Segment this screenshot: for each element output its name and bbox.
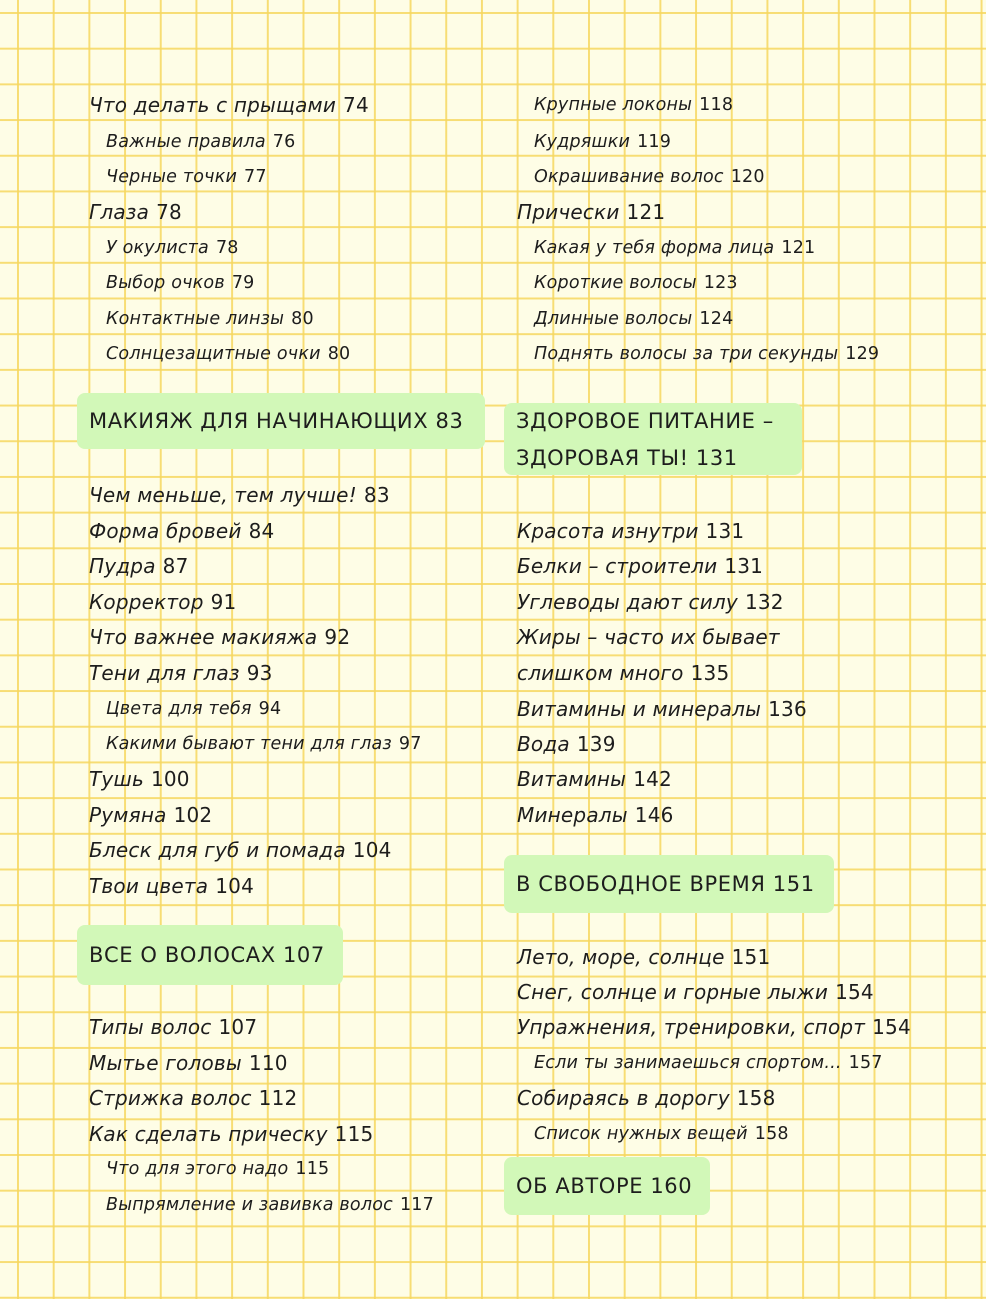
toc-subentry[interactable]: Какая у тебя форма лица 121 xyxy=(534,238,816,258)
toc-subentry[interactable]: Крупные локоны 118 xyxy=(534,95,734,115)
section-header-text: В СВОБОДНОЕ ВРЕМЯ 151 xyxy=(516,872,815,896)
toc-subentry[interactable]: Цвета для тебя 94 xyxy=(106,699,282,719)
toc-entry[interactable]: Блеск для губ и помада 104 xyxy=(89,838,392,862)
toc-subentry[interactable]: Контактные линзы 80 xyxy=(106,309,314,329)
toc-subentry[interactable]: Важные правила 76 xyxy=(106,132,296,152)
toc-subentry[interactable]: Кудряшки 119 xyxy=(534,132,672,152)
toc-entry[interactable]: Чем меньше, тем лучше! 83 xyxy=(89,483,390,507)
toc-subentry[interactable]: Выбор очков 79 xyxy=(106,273,255,293)
toc-entry[interactable]: Тени для глаз 93 xyxy=(89,661,273,685)
toc-entry[interactable]: Упражнения, тренировки, спорт 154 xyxy=(517,1015,911,1039)
section-header-text: МАКИЯЖ ДЛЯ НАЧИНАЮЩИХ 83 xyxy=(89,409,464,433)
toc-entry[interactable]: Прически 121 xyxy=(517,200,666,224)
toc-entry[interactable]: Типы волос 107 xyxy=(89,1015,258,1039)
toc-entry[interactable]: Собираясь в дорогу 158 xyxy=(517,1086,776,1110)
toc-subentry[interactable]: Что для этого надо 115 xyxy=(106,1159,330,1179)
toc-entry[interactable]: Белки – строители 131 xyxy=(517,554,764,578)
toc-entry[interactable]: Углеводы дают силу 132 xyxy=(517,590,784,614)
section-header-hair[interactable] xyxy=(77,925,343,985)
toc-entry[interactable]: Витамины и минералы 136 xyxy=(517,697,807,721)
toc-entry[interactable]: Минералы 146 xyxy=(517,803,674,827)
toc-entry[interactable]: Тушь 100 xyxy=(89,767,190,791)
toc-subentry[interactable]: Если ты занимаешься спортом... 157 xyxy=(534,1053,883,1073)
section-header-text: ОБ АВТОРЕ 160 xyxy=(516,1174,693,1198)
toc-subentry[interactable]: Окрашивание волос 120 xyxy=(534,167,765,187)
toc-entry[interactable]: Румяна 102 xyxy=(89,803,213,827)
toc-subentry[interactable]: Солнцезащитные очки 80 xyxy=(106,344,351,364)
toc-entry[interactable]: Твои цвета 104 xyxy=(89,874,254,898)
toc-entry[interactable]: Форма бровей 84 xyxy=(89,519,275,543)
toc-entry[interactable]: Стрижка волос 112 xyxy=(89,1086,298,1110)
toc-subentry[interactable]: Выпрямление и завивка волос 117 xyxy=(106,1195,434,1215)
toc-entry[interactable]: Глаза 78 xyxy=(89,200,182,224)
section-header-text: ВСЕ О ВОЛОСАХ 107 xyxy=(89,943,325,967)
toc-entry[interactable]: Снег, солнце и горные лыжи 154 xyxy=(517,980,874,1004)
toc-entry[interactable]: Красота изнутри 131 xyxy=(517,519,745,543)
toc-subentry[interactable]: У окулиста 78 xyxy=(106,238,239,258)
section-header-makeup[interactable] xyxy=(77,393,485,449)
toc-subentry[interactable]: Поднять волосы за три секунды 129 xyxy=(534,344,880,364)
toc-entry[interactable]: Пудра 87 xyxy=(89,554,189,578)
toc-subentry[interactable]: Черные точки 77 xyxy=(106,167,267,187)
toc-subentry[interactable]: Список нужных вещей 158 xyxy=(534,1124,789,1144)
section-header-text: ЗДОРОВАЯ ТЫ! 131 xyxy=(516,446,738,470)
toc-entry[interactable]: Витамины 142 xyxy=(517,767,672,791)
toc-entry[interactable]: Жиры – часто их бывает xyxy=(517,625,780,649)
toc-entry[interactable]: Как сделать прическу 115 xyxy=(89,1122,374,1146)
toc-subentry[interactable]: Какими бывают тени для глаз 97 xyxy=(106,734,422,754)
toc-subentry[interactable]: Короткие волосы 123 xyxy=(534,273,738,293)
toc-entry[interactable]: Корректор 91 xyxy=(89,590,237,614)
toc-subentry[interactable]: Длинные волосы 124 xyxy=(534,309,734,329)
toc-entry[interactable]: Мытье головы 110 xyxy=(89,1051,288,1075)
section-header-food[interactable] xyxy=(504,403,802,475)
toc-entry[interactable]: Вода 139 xyxy=(517,732,616,756)
toc-entry[interactable]: слишком много 135 xyxy=(517,661,730,685)
section-header-free-time[interactable] xyxy=(504,855,834,913)
toc-entry[interactable]: Что важнее макияжа 92 xyxy=(89,625,351,649)
toc-entry[interactable]: Лето, море, солнце 151 xyxy=(517,945,771,969)
toc-entry[interactable]: Что делать с прыщами 74 xyxy=(89,93,369,117)
section-header-text: ЗДОРОВОЕ ПИТАНИЕ – xyxy=(516,409,774,433)
section-header-author[interactable] xyxy=(504,1157,710,1215)
